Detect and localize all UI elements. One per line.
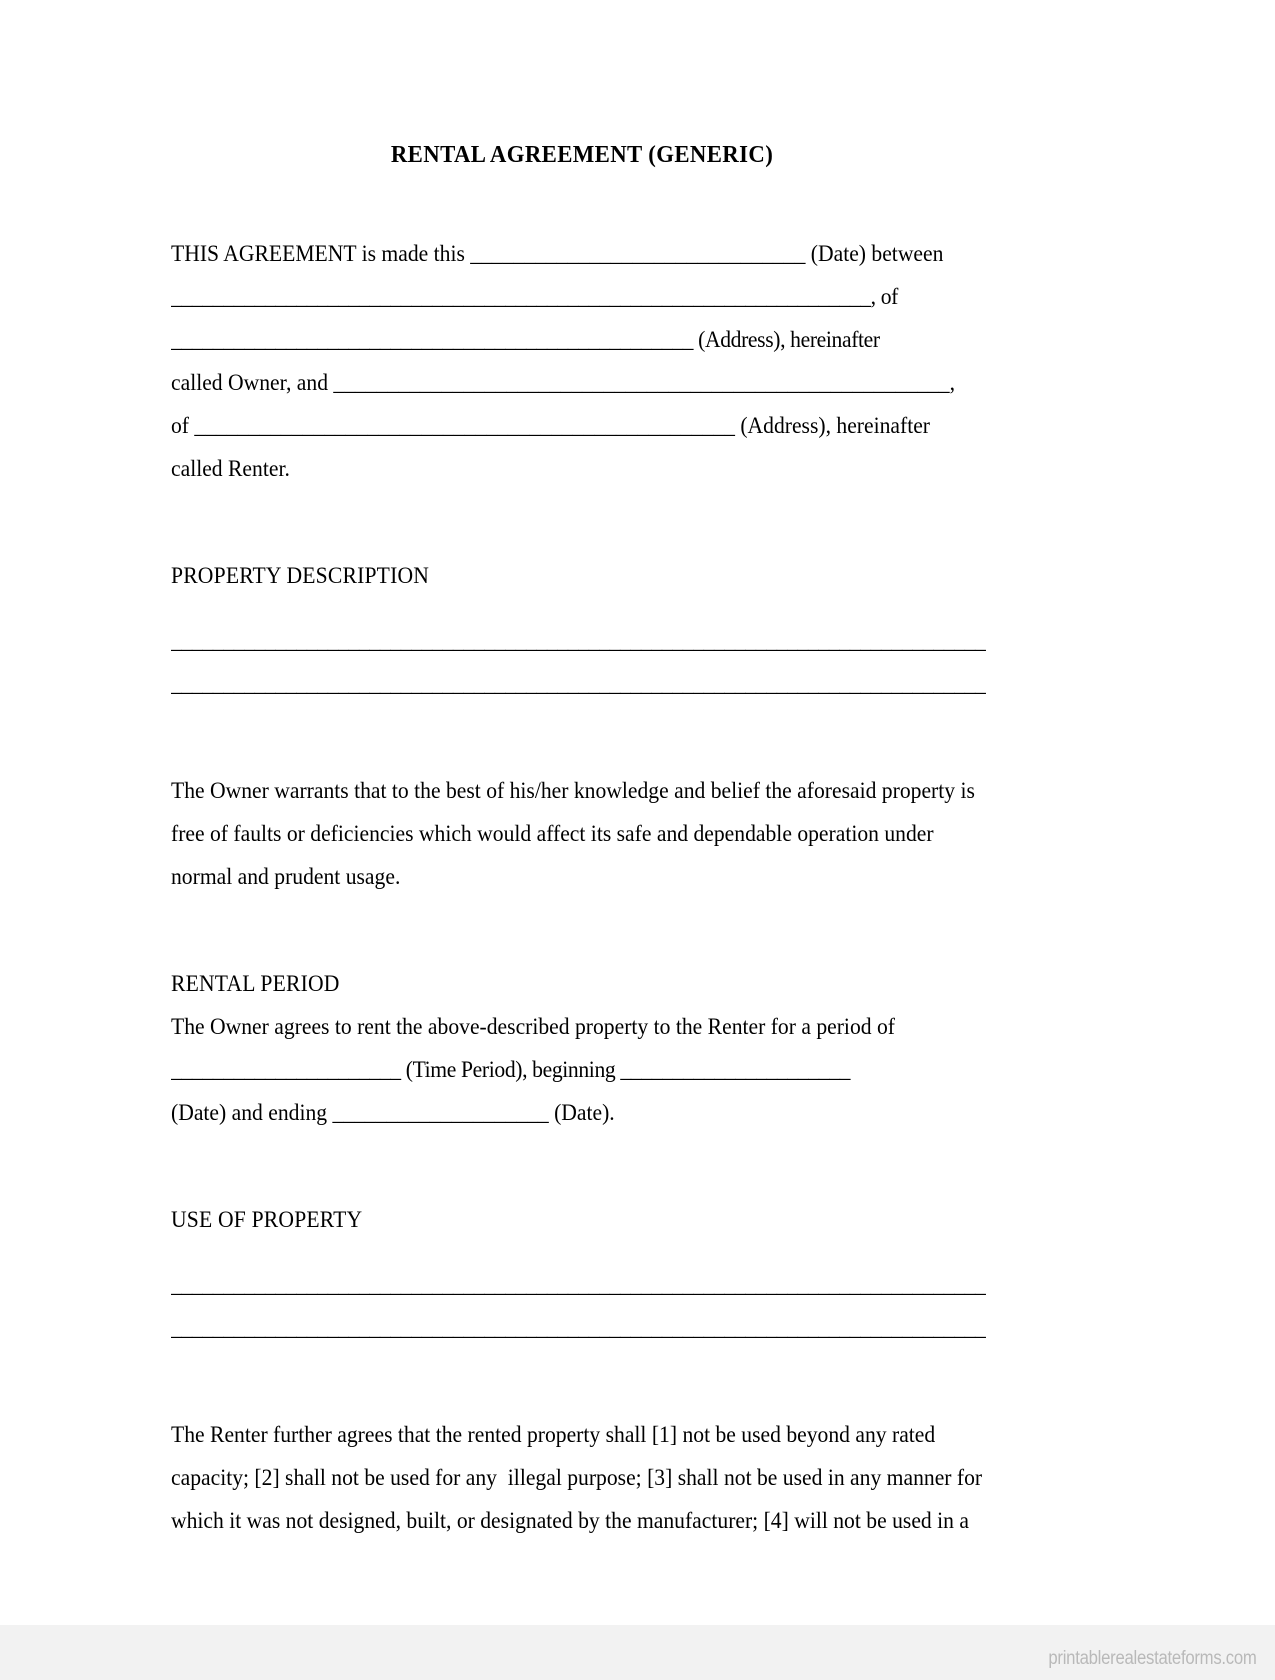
page-title: RENTAL AGREEMENT (GENERIC) xyxy=(390,141,774,168)
intro-line-2: ___________________________________________________________________, of xyxy=(171,284,898,310)
rental-period-line-2: ______________________ (Time Period), beginning ______________________ xyxy=(171,1057,851,1083)
spacer xyxy=(171,491,993,555)
section-rental-period xyxy=(171,963,993,1135)
rental-period-line-3: (Date) and ending ____________________ (Date). xyxy=(171,1100,615,1126)
use-of-property-blank-2: ______________________________________________________________________________ xyxy=(171,1315,986,1341)
spacer xyxy=(171,706,993,770)
intro-line-5: of __________________________________________________ (Address), hereinafter xyxy=(171,413,931,439)
spacer xyxy=(171,169,993,233)
document-content xyxy=(171,0,993,1543)
owner-warranty-paragraph: The Owner warrants that to the best of his/her knowledge and belief the aforesaid property is free of faults or deficiencies which would affect its safe and dependable operation under normal and prudent usage. xyxy=(171,778,981,890)
property-description-blank-2: ______________________________________________________________________________ xyxy=(171,671,986,697)
spacer xyxy=(171,1135,993,1199)
watermark-text: printablerealestateforms.com xyxy=(1048,1648,1257,1669)
spacer xyxy=(171,598,993,620)
renter-restrictions-paragraph: The Renter further agrees that the rented property shall [1] not be used beyond any rated capacity; [2] shall not be used for any illegal purpose; [3] shall not be used in any manner for which it was not designed, built, or designated by the manufacturer; [4] will not be used in a xyxy=(171,1422,988,1534)
spacer xyxy=(171,1242,993,1264)
section-heading-property-description: PROPERTY DESCRIPTION xyxy=(171,563,430,589)
intro-line-4: called Owner, and _________________________________________________________, xyxy=(171,370,955,396)
section-heading-rental-period: RENTAL PERIOD xyxy=(171,971,340,997)
intro-line-1: THIS AGREEMENT is made this _______________________________ (Date) between xyxy=(171,241,944,267)
intro-line-6: called Renter. xyxy=(171,456,290,482)
section-property-description xyxy=(171,555,993,899)
rental-period-line-1: The Owner agrees to rent the above-described property to the Renter for a period of xyxy=(171,1014,895,1040)
spacer xyxy=(171,899,993,963)
footer-band xyxy=(0,1625,1275,1680)
intro-block xyxy=(171,233,993,491)
section-use-of-property xyxy=(171,1199,993,1543)
section-heading-use-of-property: USE OF PROPERTY xyxy=(171,1207,363,1233)
use-of-property-blank-1: ______________________________________________________________________________ xyxy=(171,1272,986,1298)
intro-line-3: __________________________________________________ (Address), hereinafter xyxy=(171,327,880,353)
property-description-blank-1: ______________________________________________________________________________ xyxy=(171,628,986,654)
spacer xyxy=(171,1350,993,1414)
